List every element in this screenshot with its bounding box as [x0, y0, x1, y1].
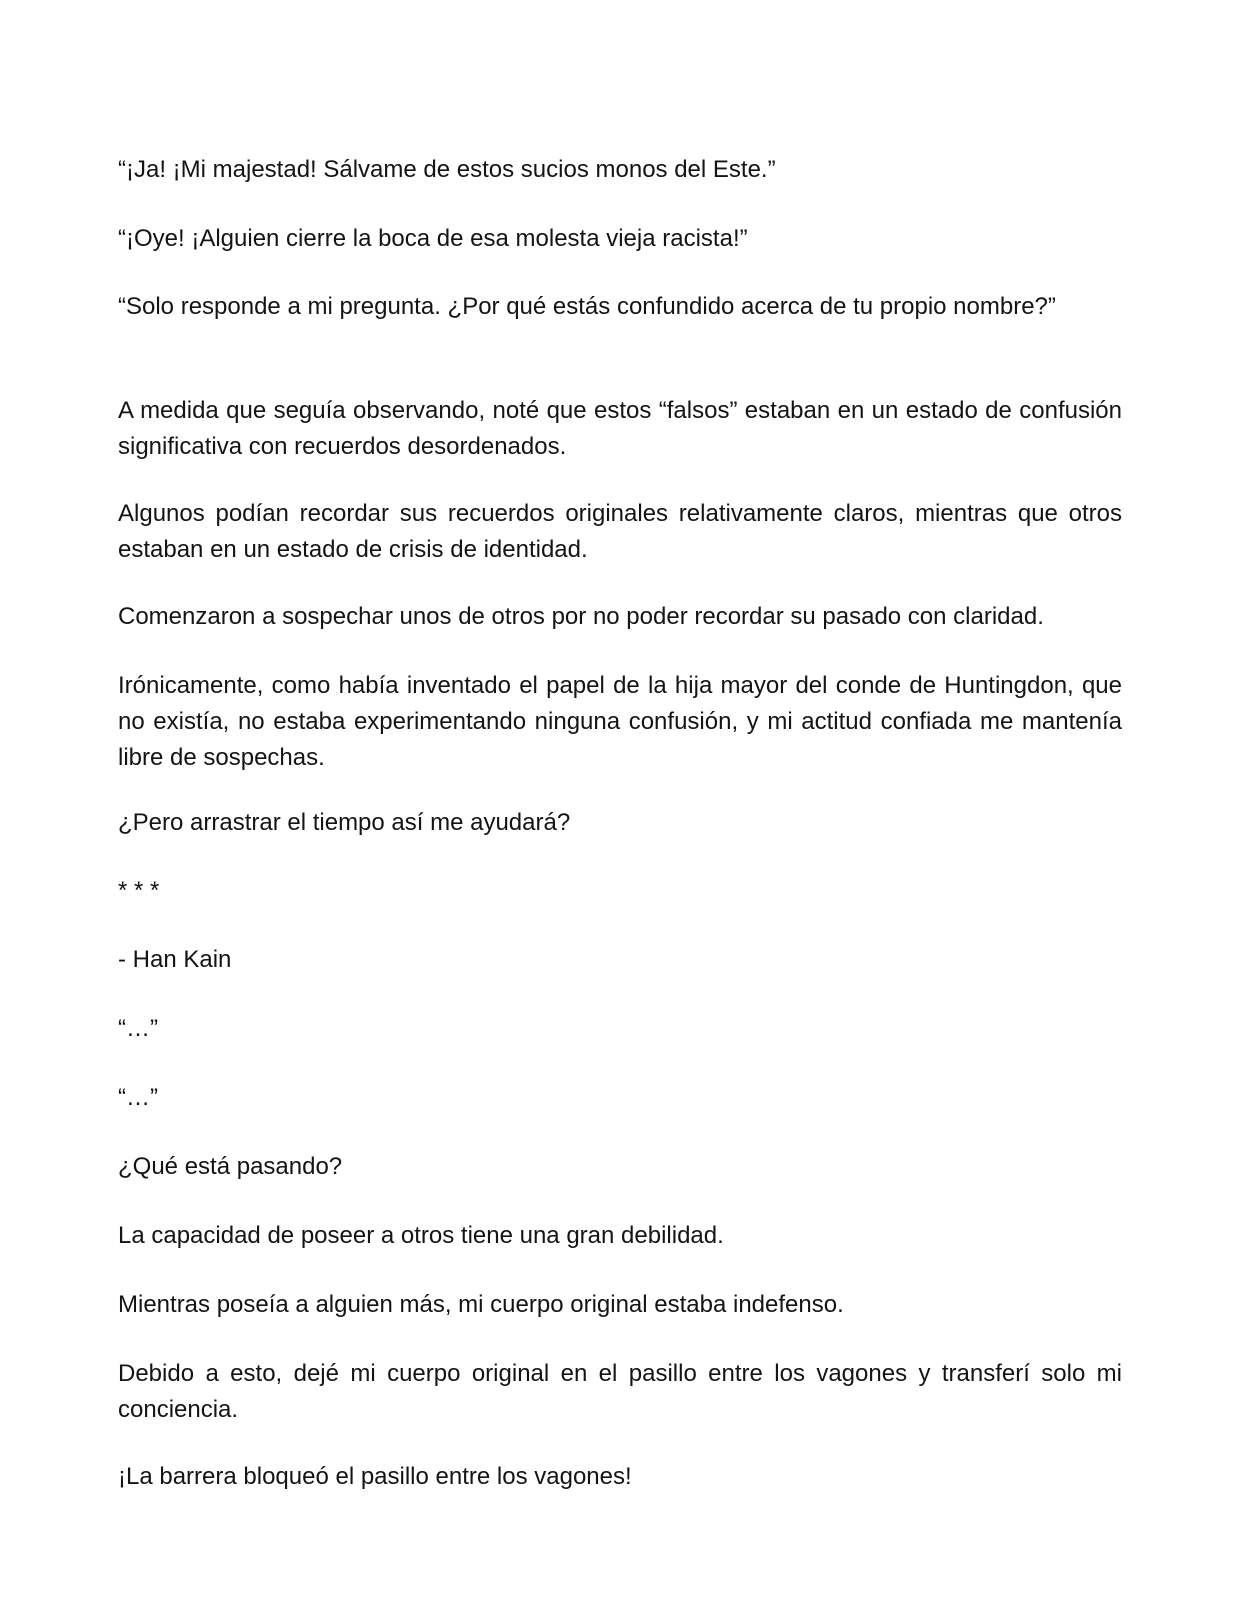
paragraph-6: Comenzaron a sospechar unos de otros por no poder recordar su pasado con claridad.	[118, 603, 1044, 630]
paragraph-12: Debido a esto, dejé mi cuerpo original en el pasillo entre los vagones y transferí solo mi conciencia.	[118, 1360, 1122, 1423]
paragraph-pov-heading: - Han Kain	[118, 946, 232, 973]
paragraph-ellipsis-2: “…”	[118, 1084, 158, 1111]
scene-break: * * *	[118, 877, 160, 904]
paragraph-8: ¿Pero arrastrar el tiempo así me ayudará?	[118, 809, 571, 836]
paragraph-4: A medida que seguía observando, noté que estos “falsos” estaban en un estado de confusión significativa con recuerdos desordenados.	[118, 397, 1122, 460]
paragraph-1: “¡Ja! ¡Mi majestad! Sálvame de estos sucios monos del Este.”	[118, 156, 776, 183]
paragraph-11: Mientras poseía a alguien más, mi cuerpo original estaba indefenso.	[118, 1291, 844, 1318]
paragraph-3: “Solo responde a mi pregunta. ¿Por qué estás confundido acerca de tu propio nombre?”	[118, 293, 1056, 320]
paragraph-7: Irónicamente, como había inventado el papel de la hija mayor del conde de Huntingdon, que no existía, no estaba experimentando ninguna confusión, y mi actitud confiada me mantenía libre de sospechas.	[118, 672, 1122, 771]
paragraph-ellipsis-1: “…”	[118, 1015, 158, 1042]
paragraph-13: ¡La barrera bloqueó el pasillo entre los vagones!	[118, 1463, 632, 1490]
paragraph-2: “¡Oye! ¡Alguien cierre la boca de esa molesta vieja racista!”	[118, 225, 748, 252]
paragraph-5: Algunos podían recordar sus recuerdos originales relativamente claros, mientras que otros estaban en un estado de crisis de identidad.	[118, 500, 1122, 563]
paragraph-10: La capacidad de poseer a otros tiene una gran debilidad.	[118, 1222, 724, 1249]
paragraph-9: ¿Qué está pasando?	[118, 1153, 343, 1180]
